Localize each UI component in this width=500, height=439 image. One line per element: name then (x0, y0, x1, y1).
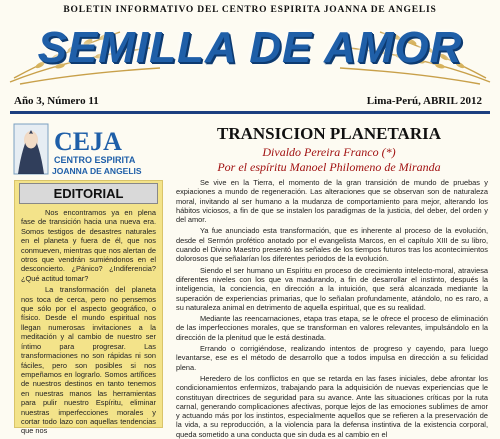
article-title: TRANSICION PLANETARIA (216, 124, 442, 143)
newsletter-title: SEMILLA DE AMOR (37, 23, 463, 72)
article-body (176, 178, 488, 439)
logo-letters: CEJA (54, 127, 122, 156)
article-paragraph: Se vive en la Tierra, el momento de la gran transición de mundo de pruebas y expiaciones a mundo de regeneración. Las alteraciones que se observan son de naturaleza moral, invitando al ser humano a la mudanza de comportamiento para mejor, alterando los hábitos viciosos, a fin de que se instalen los paradigmas de la justicia, del deber, del orden y del amor. (176, 178, 488, 225)
ceja-logo (12, 122, 162, 178)
editorial-text (15, 208, 162, 436)
logo-line1: CENTRO ESPIRITA (54, 155, 136, 165)
bulletin-line: BOLETIN INFORMATIVO DEL CENTRO ESPIRITA JOANNA DE ANGELIS (63, 5, 437, 15)
editorial-paragraph: Nos encontramos ya en plena fase de transición hacia una nueva era. Somos testigos de desastres naturales en el planeta y fuera de él, que nos conmueven, mientras que nos alertan de otros que vendrán sumiéndonos en el desconcierto. ¿Pánico? ¿Indiferencia? ¿Qué actitud tomar? (21, 208, 156, 283)
editorial-box (14, 180, 163, 436)
article-paragraph: Ya fue anunciado esta transformación, que es inherente al proceso de la evolución, desde el Sermón profético anotado por el evangelista Marcos, en el capítulo XIII de su libro, cuando el Divino Maestro presentó las señales de los tiempos futuros tras los acontecimientos dolorosos que señalarían los diferentes periodos de la evolución. (176, 226, 488, 264)
article-paragraph: Mediante las reencarnaciones, etapa tras etapa, se le ofrece el proceso de eliminación de las imperfecciones morales, que se transforman en valores relevantes, impulsándolo en la dirección de la plenitud que le está destinada. (176, 314, 488, 342)
issue-number: Año 3, Número 11 (14, 95, 99, 107)
editorial-paragraph: La transformación del planeta nos toca de cerca, pero no pensemos que sólo por el aspecto geográfico, o físico. Desde el mundo espiritual nos llegan numerosas invitaciones a la meditación y al cambio de nuestro ser íntimo para progresar. Las transformaciones no son rápidas ni son fáciles, pero son posibles si nos empeñamos en lograrlo. Somos artífices de nuestros destinos en tanto tenemos en nuestras manos las herramientas para pulir nuestro Espíritu, eliminar nuestras imperfecciones morales y cortar todo lazo con aquellas tendencias que nos (21, 285, 156, 436)
article-author: Divaldo Pereira Franco (*) (262, 145, 396, 159)
portrait-icon (14, 124, 48, 174)
logo-line2: JOANNA DE ANGELIS (52, 166, 142, 176)
editorial-title: EDITORIAL (19, 183, 158, 204)
article-paragraph: Errando o corrigiéndose, realizando intentos de progreso y cayendo, para luego levantarse, ese es el método de desarrollo que a todos impulsa en dirección a su felicidad plena. (176, 344, 488, 372)
place-date: Lima-Perú, ABRIL 2012 (366, 95, 482, 107)
header-divider (10, 111, 490, 114)
article-spirit-author: Por el espíritu Manoel Philomeno de Miranda (217, 160, 441, 174)
article-paragraph: Siendo el ser humano un Espíritu en proceso de crecimiento intelecto-moral, atraviesa diferentes niveles con los que va madurando, a fin de desarrollar el instinto, después la inteligencia, la conciencia, en dirección a la intuición, que será alcanzada mediante la superación de experiencias primarias, que lo señalan profundamente, atándolo, no es raro, a su naturaleza animal en detrimento de aquella espiritual, que es su realidad. (176, 265, 488, 312)
article-paragraph: Heredero de los conflictos en que se retarda en las fases iniciales, debe afrontar los condicionamientos enfermizos, trabajando para la adquisición de nuevas experiencias que le constituyan directrices de seguridad para su avance. Ante las situaciones críticas por la ruta carnal, generando complicaciones afectivas, porque lejos de las emociones sublimes de amor y actuando más por los instintos, especialmente aquellos que se refieren a la preservación de la vida, a su reproducción, a la violencia para la defensa instintiva de la existencia corporal, queda sometido a una conducta que sin duda es al cambio en el (176, 373, 488, 439)
